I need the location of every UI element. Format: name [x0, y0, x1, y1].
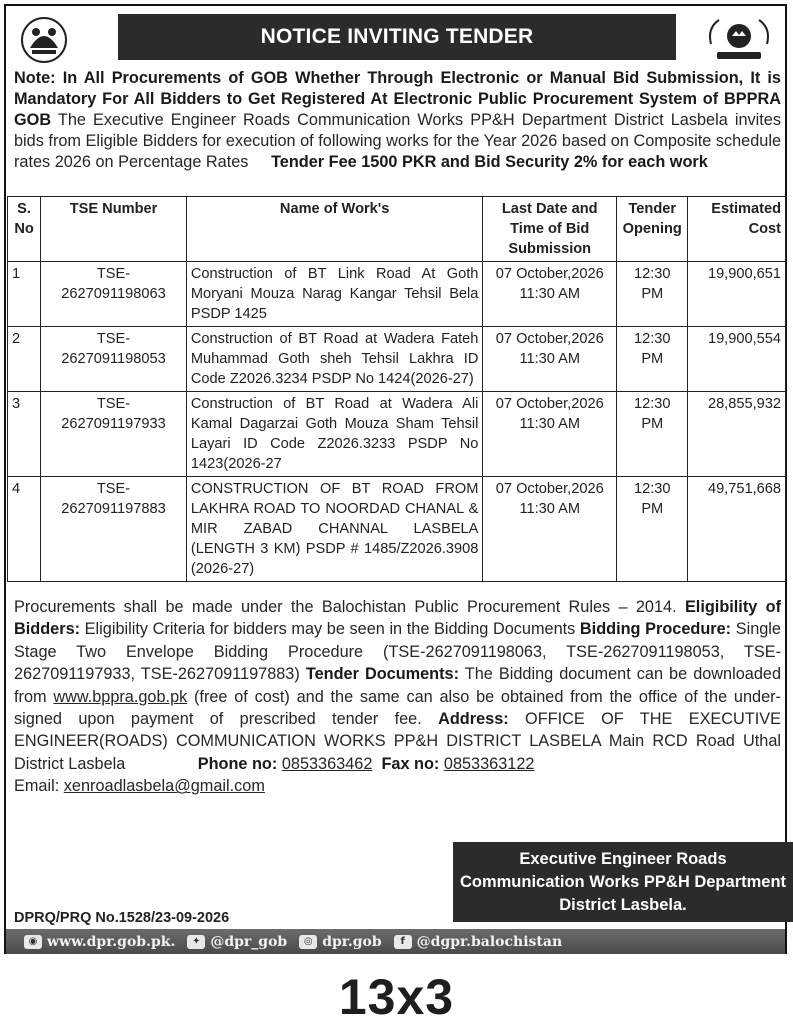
header-tse-number: TSE Number	[41, 197, 187, 262]
globe-icon: ◉	[24, 935, 42, 949]
footer-instagram[interactable]	[299, 934, 381, 950]
invitation-text: The Executive Engineer Roads Communication Works PP&H Department District Lasbela invites bids from Eligible Bidders for execution of following works for the Year 2026 based on Composite schedule rates 2026 on Percentage Rates	[14, 111, 781, 171]
procedure-text: Single Stage Two Envelope Bidding Procedure (TSE-2627091198063, TSE-2627091198053, TSE-2627091197933, TSE-2627091197883)	[14, 620, 781, 684]
footer-facebook[interactable]	[394, 934, 562, 950]
procurement-rules: Procurements shall be made under the Balochistan Public Procurement Rules – 2014.	[14, 598, 677, 616]
footer-facebook-text: @dgpr.balochistan	[416, 933, 563, 950]
row-deadline	[483, 262, 617, 327]
row-deadline	[483, 392, 617, 477]
balochistan-emblem-icon	[16, 14, 76, 66]
row-opening: 12:30 PM	[617, 477, 688, 582]
address-text: OFFICE OF THE EXECUTIVE ENGINEER(ROADS) COMMUNICATION WORKS PP&H DISTRICT LASBELA Main RCD Road Uthal District Lasbela	[14, 710, 781, 773]
twitter-icon: ✦	[187, 935, 205, 949]
row-date: 07 October,2026	[495, 396, 604, 412]
row-deadline	[483, 477, 617, 582]
row-time: 11:30 AM	[519, 351, 581, 367]
works-table	[7, 196, 786, 582]
email-label: Email:	[14, 777, 60, 796]
eligibility-label: Eligibility of Bidders:	[14, 598, 781, 639]
row-cost: 19,900,554	[688, 327, 786, 392]
address-label: Address:	[438, 710, 509, 729]
row-time: 11:30 AM	[519, 501, 581, 517]
signatory-block	[453, 842, 793, 922]
table-header-row	[8, 197, 786, 262]
row-date: 07 October,2026	[495, 331, 604, 347]
eligibility-text: Eligibility Criteria for bidders may be seen in the Bidding Documents	[80, 620, 580, 639]
row-cost: 19,900,651	[688, 262, 786, 327]
fax-label: Fax no:	[381, 754, 440, 773]
row-sno: 2	[8, 327, 41, 392]
row-work-name: Construction of BT Road at Wadera Fateh Muhammad Goth sheh Tehsil Lakhra ID Code Z2026.3234 PSDP No 1424(2026-27)	[186, 327, 483, 392]
terms-paragraph	[14, 596, 781, 798]
email-link[interactable]: xenroadlasbela@gmail.com	[63, 777, 265, 796]
row-deadline	[483, 327, 617, 392]
footer-web[interactable]	[24, 934, 175, 950]
footer-twitter[interactable]	[187, 934, 287, 950]
social-footer	[6, 929, 785, 954]
row-date: 07 October,2026	[495, 481, 604, 497]
notice-frame	[4, 4, 787, 954]
header-name-of-work: Name of Work's	[186, 197, 483, 262]
tender-documents-text: The Bidding document can be downloaded from	[14, 665, 782, 706]
intro-paragraph	[14, 68, 781, 173]
row-opening: 12:30 PM	[617, 262, 688, 327]
header-tender-opening: Tender Opening	[617, 197, 688, 262]
ad-size-code: 13x3	[338, 969, 455, 1025]
header-last-date: Last Date and Time of Bid Submission	[483, 197, 617, 262]
table-row	[8, 392, 786, 477]
row-cost: 28,855,932	[688, 392, 786, 477]
phone-label: Phone no:	[197, 754, 278, 773]
row-tse-number: TSE-2627091197883	[41, 477, 187, 582]
footer-web-text: www.dpr.gob.pk.	[47, 933, 176, 950]
procedure-label: Bidding Procedure:	[579, 620, 732, 639]
tender-documents-label: Tender Documents:	[305, 665, 460, 684]
signatory-district: District Lasbela.	[559, 895, 687, 914]
phone-number[interactable]: 0853363462	[281, 754, 373, 773]
government-seal-icon	[703, 14, 775, 66]
row-cost: 49,751,668	[688, 477, 786, 582]
facebook-icon: f	[394, 935, 412, 949]
notice-title: NOTICE INVITING TENDER	[118, 14, 676, 60]
header-estimated-cost: Estimated Cost	[688, 197, 786, 262]
instagram-icon: ◎	[299, 935, 317, 949]
row-date: 07 October,2026	[495, 266, 604, 282]
table-row	[8, 327, 786, 392]
row-work-name: Construction of BT Link Road At Goth Moryani Mouza Narag Kangar Tehsil Bela PSDP 1425	[186, 262, 483, 327]
header-sno: S. No	[8, 197, 41, 262]
fax-number[interactable]: 0853363122	[443, 754, 535, 773]
row-sno: 4	[8, 477, 41, 582]
table-row	[8, 477, 786, 582]
row-time: 11:30 AM	[519, 416, 581, 432]
signatory-title: Executive Engineer Roads	[519, 849, 727, 868]
row-sno: 3	[8, 392, 41, 477]
footer-instagram-text: dpr.gob	[322, 933, 382, 950]
tender-documents-text-2: (free of cost) and the same can also be obtained from the office of the under-signed upon payment of prescribed tender fee.	[14, 687, 781, 729]
reference-number: DPRQ/PRQ No.1528/23-09-2026	[14, 910, 230, 926]
row-time: 11:30 AM	[519, 286, 581, 302]
row-opening: 12:30 PM	[617, 392, 688, 477]
footer-twitter-text: @dpr_gob	[210, 933, 288, 950]
signatory-department: Communication Works PP&H Department	[459, 872, 787, 891]
row-tse-number: TSE-2627091198053	[41, 327, 187, 392]
row-work-name: CONSTRUCTION OF BT ROAD FROM LAKHRA ROAD TO NOORDAD CHANAL & MIR ZABAD CHANNAL LASBELA (LENGTH 3 KM) PSDP # 1485/Z2026.3908 (2026-27)	[186, 477, 483, 582]
row-opening: 12:30 PM	[617, 327, 688, 392]
row-work-name: Construction of BT Road at Wadera Ali Kamal Dagarzai Goth Mouza Sham Tehsil Layari ID Code Z2026.3233 PSDP No 1423(2026-27	[186, 392, 483, 477]
tender-fee-note: Tender Fee 1500 PKR and Bid Security 2% for each work	[271, 153, 708, 171]
row-tse-number: TSE-2627091198063	[41, 262, 187, 327]
row-tse-number: TSE-2627091197933	[41, 392, 187, 477]
bppra-website-link[interactable]: www.bppra.gob.pk	[53, 687, 188, 706]
row-sno: 1	[8, 262, 41, 327]
registration-note: Note: In All Procurements of GOB Whether Through Electronic or Manual Bid Submission, It is Mandatory For All Bidders to Get Registered At Electronic Public Procurement System of BPPRA GOB	[14, 69, 781, 129]
table-row	[8, 262, 786, 327]
